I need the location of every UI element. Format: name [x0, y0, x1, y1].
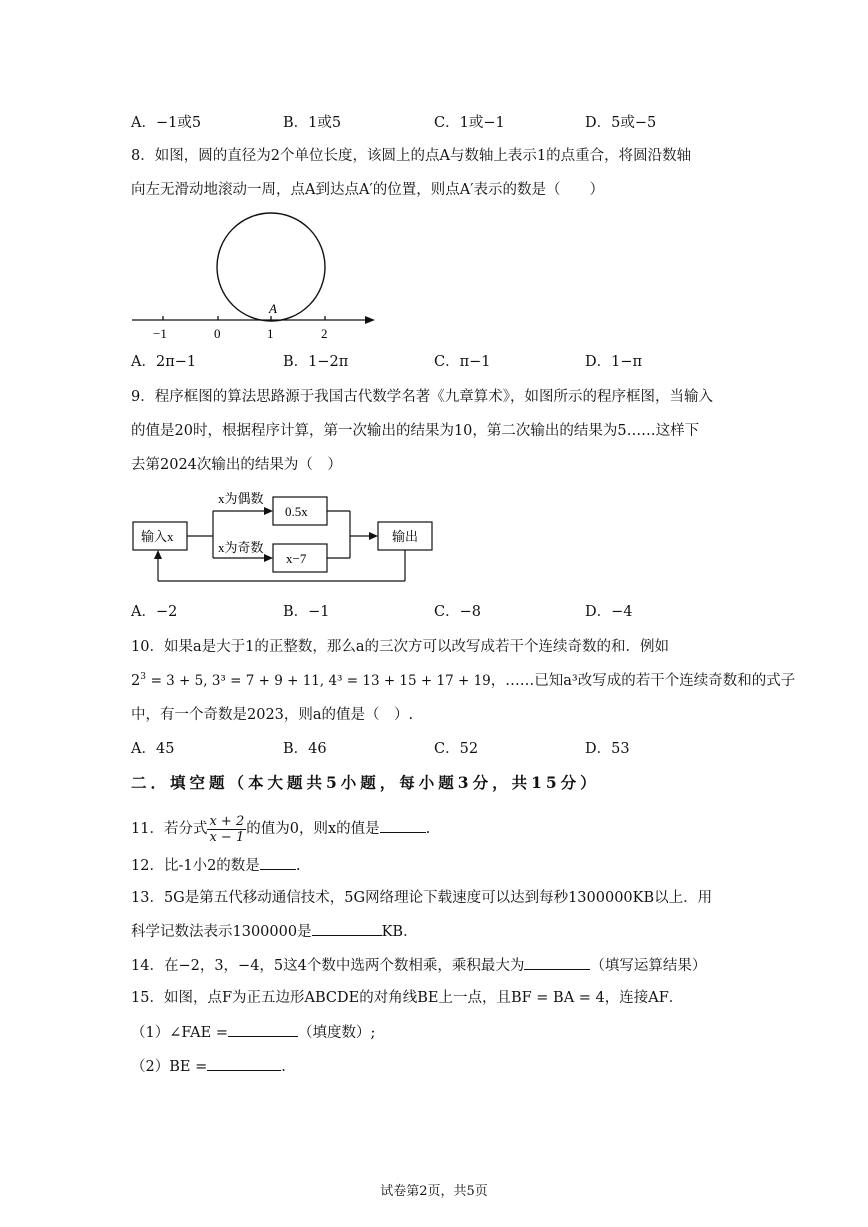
q12-end: . [295, 858, 301, 874]
q10-option-d: D．53 [585, 741, 630, 757]
q8-option-a: A．2π−1 [131, 354, 197, 370]
q10-line-2: $2^3 = 3 + 5$, 3³ = 7 + 9 + 11, 4³ = 13 + 15 + 17 + 19，……已知a³改写成的若干个连续奇数和的式子 [131, 672, 796, 689]
q11 [131, 812, 430, 846]
q15-sub-1-text: （1）∠FAE = [131, 1025, 228, 1041]
q10-line-3: 中，有一个奇数是2023，则a的值是（ ）. [131, 707, 414, 723]
tick-label-1: 1 [267, 326, 274, 341]
q15-sub-2-text: （2）BE = [131, 1059, 208, 1075]
q11-answer-blank[interactable] [380, 818, 426, 833]
q9-line-1: 9．程序框图的算法思路源于我国古代数学名著《九章算术》，如图所示的程序框图，当输入 [131, 389, 713, 405]
q15-sub-2-end: . [281, 1059, 286, 1075]
q10-base: 2 [131, 673, 141, 689]
input-box-label: 输入x [141, 529, 174, 544]
q11-end: . [425, 821, 431, 837]
q11-fraction [207, 814, 246, 845]
q8-option-b: B．1−2π [283, 354, 349, 370]
q13-line-2 [131, 921, 418, 942]
q12 [131, 855, 300, 876]
q11-numerator: x + 2 [209, 813, 245, 829]
q13-line-2-end: KB． [381, 924, 418, 940]
q9-option-d: D．−4 [585, 604, 633, 620]
q12-answer-blank[interactable] [260, 855, 296, 870]
q10-option-b: B．46 [283, 741, 327, 757]
page-footer: 试卷第2页，共5页 [380, 1184, 488, 1199]
q10-line-1: 10．如果a是大于1的正整数，那么a的三次方可以改写成若干个连续奇数的和．例如 [131, 639, 669, 655]
q9-option-b: B．−1 [283, 604, 330, 620]
q10-option-a: A．45 [131, 741, 175, 757]
tick-label-0: 0 [214, 326, 221, 341]
q9-flowchart [125, 485, 445, 590]
q9-line-3: 去第2024次输出的结果为（ ） [131, 457, 342, 473]
q11-prefix: 11．若分式 [131, 821, 208, 837]
q8-option-c: C．π−1 [434, 354, 491, 370]
q13-answer-blank[interactable] [312, 921, 382, 936]
q7-option-a: A．−1或5 [131, 115, 202, 131]
tick-label-neg1: −1 [153, 326, 167, 341]
even-condition-label: x为偶数 [218, 491, 264, 506]
q10-option-c: C．52 [434, 741, 479, 757]
q10-formula: = 3 + 5, 3³ = 7 + 9 + 11, 4³ = 13 + 15 + 17 + 19 [150, 673, 491, 689]
q7-option-c: C．1或−1 [434, 115, 505, 131]
q8-option-d: D．1−π [585, 354, 643, 370]
output-box-label: 输出 [392, 529, 419, 544]
q7-option-b: B．1或5 [283, 115, 342, 131]
section-2-title: 二．填空题（本大题共5小题，每小题3分，共15分） [131, 773, 600, 792]
q13-line-1: 13．5G是第五代移动通信技术，5G网络理论下载速度可以达到每秒1300000KB以上．用 [131, 890, 713, 906]
q15-line-1: 15．如图，点F为正五边形ABCDE的对角线BE上一点，且BF = BA = 4，连接AF． [131, 990, 684, 1006]
q10-line-2-suffix: ，……已知a³改写成的若干个连续奇数和的式子 [490, 673, 796, 689]
q11-suffix: 的值为0，则x的值是 [246, 821, 380, 837]
q11-denominator: x − 1 [209, 829, 245, 845]
q14-text: 14．在−2，3，−4，5这4个数中选两个数相乘，乘积最大为 [131, 958, 525, 974]
point-a-label: A [269, 301, 277, 316]
q12-text: 12．比-1小2的数是 [131, 858, 260, 874]
q14-end: （填写运算结果） [590, 958, 707, 974]
q9-option-a: A．−2 [131, 604, 178, 620]
q8-line-2: 向左无滑动地滚动一周，点A到达点A′的位置，则点A′表示的数是（ ） [131, 182, 604, 198]
q15-sub-1 [131, 1022, 375, 1043]
axis-arrow-icon [365, 316, 375, 324]
odd-box-label: x−7 [286, 551, 307, 566]
q15-sub-2 [131, 1056, 286, 1077]
q15-sub-1-end: （填度数）; [298, 1025, 376, 1041]
q8-number-line-figure [125, 210, 385, 345]
q14-answer-blank[interactable] [524, 955, 590, 970]
q9-option-c: C．−8 [434, 604, 481, 620]
q15-sub-1-answer-blank[interactable] [228, 1022, 298, 1037]
q9-line-2: 的值是20时，根据程序计算，第一次输出的结果为10，第二次输出的结果为5……这样下 [131, 423, 700, 439]
tick-label-2: 2 [321, 326, 328, 341]
odd-condition-label: x为奇数 [218, 540, 264, 555]
q7-option-d: D．5或−5 [585, 115, 657, 131]
q8-line-1: 8．如图，圆的直径为2个单位长度，该圆上的点A与数轴上表示1的点重合，将圆沿数轴 [131, 148, 692, 164]
q15-sub-2-answer-blank[interactable] [207, 1056, 281, 1071]
loop-back-arrow-icon [154, 550, 162, 559]
even-box-label: 0.5x [285, 504, 308, 519]
q14 [131, 955, 706, 976]
q13-line-2-text: 科学记数法表示1300000是 [131, 924, 312, 940]
